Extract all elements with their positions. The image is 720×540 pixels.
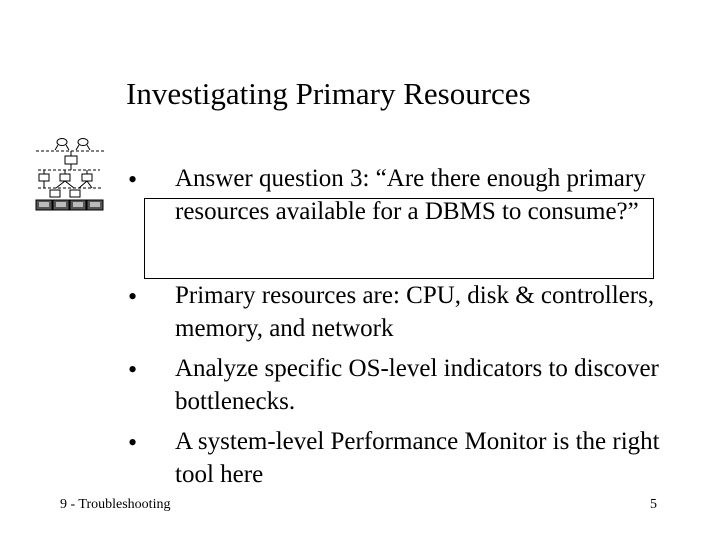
footer-section-label: 9 - Troubleshooting [60,497,171,512]
bullet-text: Primary resources are: CPU, disk & controllers, memory, and network [175,282,655,342]
bullet-text: Analyze specific OS-level indicators to discover bottlenecks. [175,355,659,415]
bullet-text: A system-level Performance Monitor is the right tool here [175,428,660,488]
bullet-text: Answer question 3: “Are there enough primary resources available for a DBMS to consume?” [175,165,646,225]
bullet-marker: • [128,165,138,194]
bullet-marker: • [128,428,138,457]
network-diagram-icon [34,136,106,214]
page-number: 5 [650,497,657,512]
bullet-marker: • [128,282,138,311]
bullet-marker: • [128,355,138,384]
slide-title: Investigating Primary Resources [126,76,531,111]
